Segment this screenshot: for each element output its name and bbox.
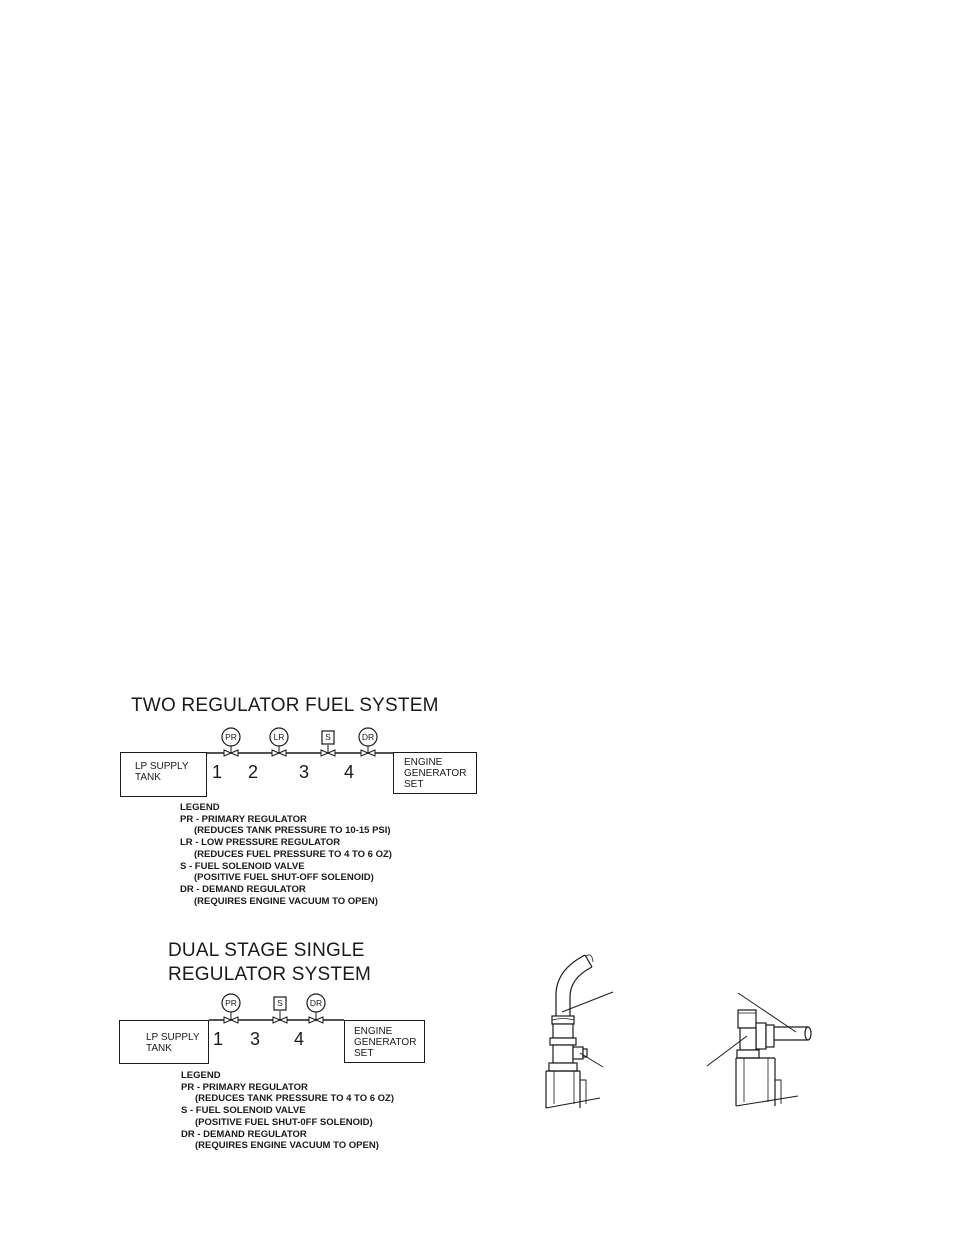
dual-stage-legend-line: DR - DEMAND REGULATOR (181, 1128, 307, 1140)
two-reg-legend-line: PR - PRIMARY REGULATOR (180, 813, 307, 825)
dual-stage-symbol-s: S (277, 998, 283, 1008)
two-reg-point-1: 1 (212, 762, 223, 782)
two-reg-legend-line: LR - LOW PRESSURE REGULATOR (180, 837, 341, 849)
two-reg-symbol-pr: PR (225, 732, 237, 742)
dual-stage-title-line2: REGULATOR SYSTEM (168, 964, 372, 985)
dual-stage-legend-line: (REDUCES TANK PRESSURE TO 4 TO 6 OZ) (195, 1093, 394, 1105)
two-regulator-title: TWO REGULATOR FUEL SYSTEM (131, 695, 439, 716)
dual-stage-legend-line: PR - PRIMARY REGULATOR (181, 1081, 308, 1093)
two-reg-engine-generator-label: ENGINE GENERATOR SET (404, 757, 467, 790)
two-reg-symbol-s: S (325, 732, 331, 742)
dual-stage-legend-line: LEGEND (181, 1070, 221, 1081)
two-reg-legend-line: (REQUIRES ENGINE VACUUM TO OPEN) (194, 895, 378, 907)
dual-stage-point-4: 4 (294, 1029, 305, 1049)
two-reg-legend-line: (REDUCES FUEL PRESSURE TO 4 TO 6 OZ) (194, 848, 392, 860)
dual-stage-legend-line: (REQUIRES ENGINE VACUUM TO OPEN) (195, 1140, 379, 1152)
dual-stage-title-line1: DUAL STAGE SINGLE (168, 940, 365, 961)
two-reg-point-3: 3 (299, 762, 310, 782)
two-reg-lp-supply-tank-label: LP SUPPLY TANK (135, 761, 189, 783)
two-reg-legend-line: (POSITIVE FUEL SHUT-OFF SOLENOID) (194, 872, 374, 884)
dual-stage-symbol-pr: PR (225, 998, 237, 1008)
hose-fitting-illustration-icon (546, 955, 613, 1108)
dual-stage-legend-line: S - FUEL SOLENOID VALVE (181, 1105, 306, 1117)
dual-stage-symbol-dr: DR (309, 998, 323, 1008)
two-reg-symbol-dr: DR (361, 732, 375, 742)
dual-stage-legend-line: (POSITIVE FUEL SHUT-0FF SOLENOID) (195, 1116, 373, 1128)
two-reg-point-2: 2 (248, 762, 259, 782)
two-reg-legend-line: LEGEND (180, 802, 220, 813)
two-reg-legend-line: S - FUEL SOLENOID VALVE (180, 860, 305, 872)
dual-stage-lp-supply-tank-label: LP SUPPLY TANK (146, 1032, 200, 1054)
two-reg-symbol-lr: LR (273, 732, 285, 742)
two-reg-legend-line: (REDUCES TANK PRESSURE TO 10-15 PSI) (194, 825, 391, 837)
dual-stage-engine-generator-label: ENGINE GENERATOR SET (354, 1026, 417, 1059)
dual-stage-point-1: 1 (213, 1029, 224, 1049)
dual-stage-point-3: 3 (250, 1029, 261, 1049)
two-reg-point-4: 4 (344, 762, 355, 782)
two-reg-legend-line: DR - DEMAND REGULATOR (180, 883, 306, 895)
elbow-fitting-illustration-icon (707, 993, 811, 1106)
